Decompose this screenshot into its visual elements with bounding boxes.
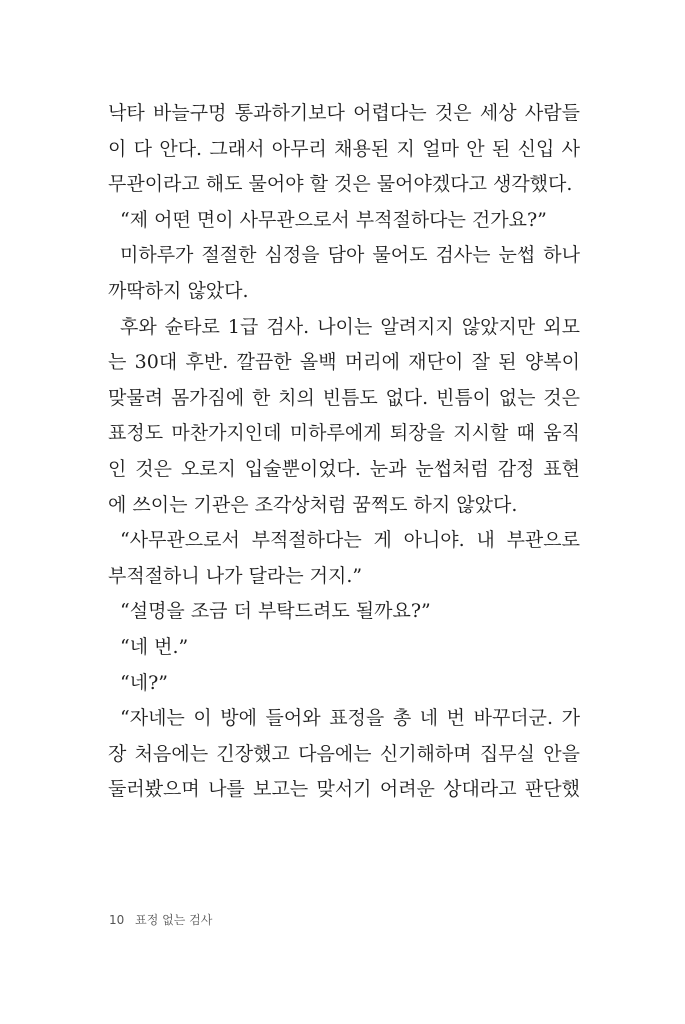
text-line: “설명을 조금 더 부탁드려도 될까요?” [120,600,431,623]
text-line: “사무관으로서 부적절하다는 게 아니야. 내 부관으로 [120,529,580,552]
text-line: 장 처음에는 긴장했고 다음에는 신기해하며 집무실 안을 [108,742,580,765]
text-line: 는 30대 후반. 깔끔한 올백 머리에 재단이 잘 된 양복이 [108,351,580,374]
text-line: 까딱하지 않았다. [108,279,249,302]
text-line: 미하루가 절절한 심정을 담아 물어도 검사는 눈썹 하나 [120,244,580,267]
text-line: 무관이라고 해도 물어야 할 것은 물어야겠다고 생각했다. [108,173,573,196]
text-line: “제 어떤 면이 사무관으로서 부적절하다는 건가요?” [120,208,547,231]
body-text [108,96,580,808]
page-footer [109,911,212,928]
text-line: 둘러봤으며 나를 보고는 맞서기 어려운 상대라고 판단했 [108,778,580,801]
text-line: 낙타 바늘구멍 통과하기보다 어렵다는 것은 세상 사람들 [108,102,580,124]
text-line: 후와 슌타로 1급 검사. 나이는 알려지지 않았지만 외모 [120,315,580,338]
text-line: 인 것은 오로지 입술뿐이었다. 눈과 눈썹처럼 감정 표현 [108,457,580,480]
text-line: 표정도 마찬가지인데 미하루에게 퇴장을 지시할 때 움직 [108,422,580,445]
text-line: 부적절하니 나가 달라는 거지.” [108,564,363,587]
page-number: 10 [109,913,125,927]
text-line: 맞물려 몸가짐에 한 치의 빈틈도 없다. 빈틈이 없는 것은 [108,386,580,409]
text-line: 이 다 안다. 그래서 아무리 채용된 지 얼마 안 된 신입 사 [108,137,580,160]
text-line: 에 쓰이는 기관은 조각상처럼 꿈쩍도 하지 않았다. [108,493,518,516]
text-line: “네 번.” [120,635,189,658]
text-line: “네?” [120,671,168,694]
running-title: 표정 없는 검사 [135,913,213,927]
text-line: “자네는 이 방에 들어와 표정을 총 네 번 바꾸더군. 가 [120,707,580,730]
